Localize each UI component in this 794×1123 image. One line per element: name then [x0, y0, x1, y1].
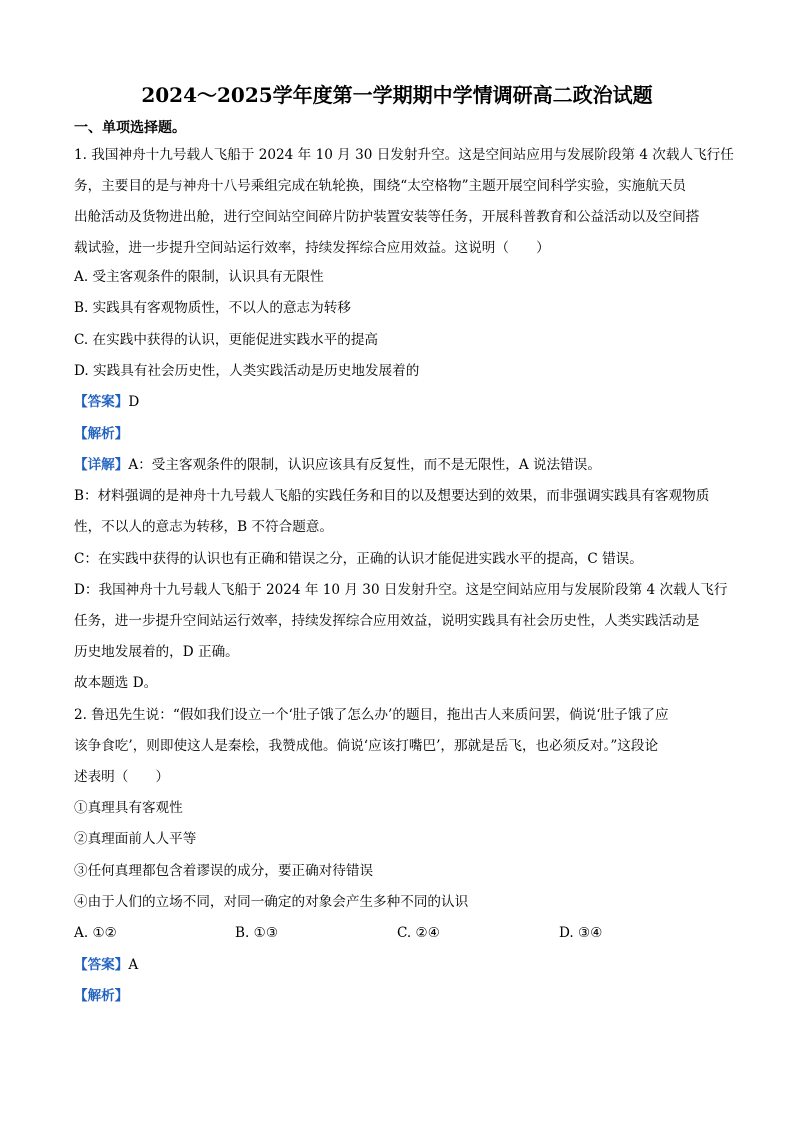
- q1-stem-line: 务，主要目的是与神舟十八号乘组完成在轨轮换，围绕“太空格物”主题开展空间科学实验，实施航天员: [74, 178, 687, 194]
- answer-value: D: [128, 394, 140, 410]
- detail-text: A：受主客观条件的限制，认识应该具有反复性，而不是无限性，A 说法错误。: [128, 457, 601, 473]
- q1-detail-line: C：在实践中获得的认识也有正确和错误之分，正确的认识才能促进实践水平的提高，C 错误。: [74, 551, 643, 567]
- analysis-tag: 【解析】: [74, 426, 129, 442]
- answer-value: A: [128, 957, 139, 973]
- q1-option-a: A. 受主客观条件的限制，认识具有无限性: [74, 269, 324, 285]
- q1-detail-line: [74, 455, 601, 475]
- answer-tag: 【答案】: [74, 957, 129, 973]
- q2-stem-line: 述表明（ ）: [74, 769, 170, 785]
- q2-statement-1: ①真理具有客观性: [74, 800, 183, 816]
- q2-statement-2: ②真理面前人人平等: [74, 831, 197, 847]
- q1-detail-line: D：我国神舟十九号载人飞船于 2024 年 10 月 30 日发射升空。这是空间站应用与发展阶段第 4 次载人飞行: [74, 582, 728, 598]
- page-title: 2024～2025学年度第一学期期中学情调研高二政治试题: [141, 83, 653, 107]
- q1-detail-line: 历史地发展着的，D 正确。: [74, 644, 239, 660]
- q2-analysis: [74, 986, 128, 1006]
- q1-detail-line: 性，不以人的意志为转移，B 不符合题意。: [74, 519, 333, 535]
- q1-detail-line: B：材料强调的是神舟十九号载人飞船的实践任务和目的以及想要达到的效果，而非强调实践具有客观物质: [74, 488, 710, 504]
- q2-statement-4: ④由于人们的立场不同，对同一确定的对象会产生多种不同的认识: [74, 894, 469, 910]
- q1-option-d: D. 实践具有社会历史性，人类实践活动是历史地发展着的: [74, 363, 420, 379]
- q1-option-c: C. 在实践中获得的认识，更能促进实践水平的提高: [74, 332, 379, 348]
- q1-answer: [74, 392, 139, 412]
- q2-statement-3: ③任何真理都包含着谬误的成分，要正确对待错误: [74, 863, 374, 879]
- q1-option-b: B. 实践具有客观物质性，不以人的意志为转移: [74, 300, 351, 316]
- q2-choice-d: D. ③④: [559, 925, 603, 941]
- q1-conclusion: 故本题选 D。: [74, 675, 158, 691]
- q1-stem-line: 载试验，进一步提升空间站运行效率，持续发挥综合应用效益。这说明（ ）: [74, 240, 550, 256]
- q1-stem-line: 1. 我国神舟十九号载人飞船于 2024 年 10 月 30 日发射升空。这是空间站应用与发展阶段第 4 次载人飞行任: [74, 147, 734, 163]
- q2-choice-a: A. ①②: [74, 925, 117, 941]
- section-heading: 一、单项选择题。: [74, 120, 186, 136]
- q2-choice-b: B. ①③: [235, 925, 279, 941]
- q2-choice-c: C. ②④: [397, 925, 440, 941]
- answer-tag: 【答案】: [74, 394, 129, 410]
- q2-stem-line: 该争食吃’，则即使这人是秦桧，我赞成他。倘说‘应该打嘴巴’，那就是岳飞，也必须反对。”这段论: [74, 738, 659, 754]
- analysis-tag: 【解析】: [74, 988, 129, 1004]
- q1-analysis: [74, 424, 128, 444]
- q2-answer: [74, 955, 138, 975]
- detail-tag: 【详解】: [74, 457, 129, 473]
- q1-stem-line: 出舱活动及货物进出舱，进行空间站空间碎片防护装置安装等任务，开展科普教育和公益活动以及空间搭: [74, 209, 700, 225]
- q1-detail-line: 任务，进一步提升空间站运行效率，持续发挥综合应用效益，说明实践具有社会历史性，人类实践活动是: [74, 613, 700, 629]
- q2-stem-line: 2. 鲁迅先生说：“假如我们设立一个‘肚子饿了怎么办’的题目，拖出古人来质问罢，倘说‘肚子饿了应: [74, 707, 669, 723]
